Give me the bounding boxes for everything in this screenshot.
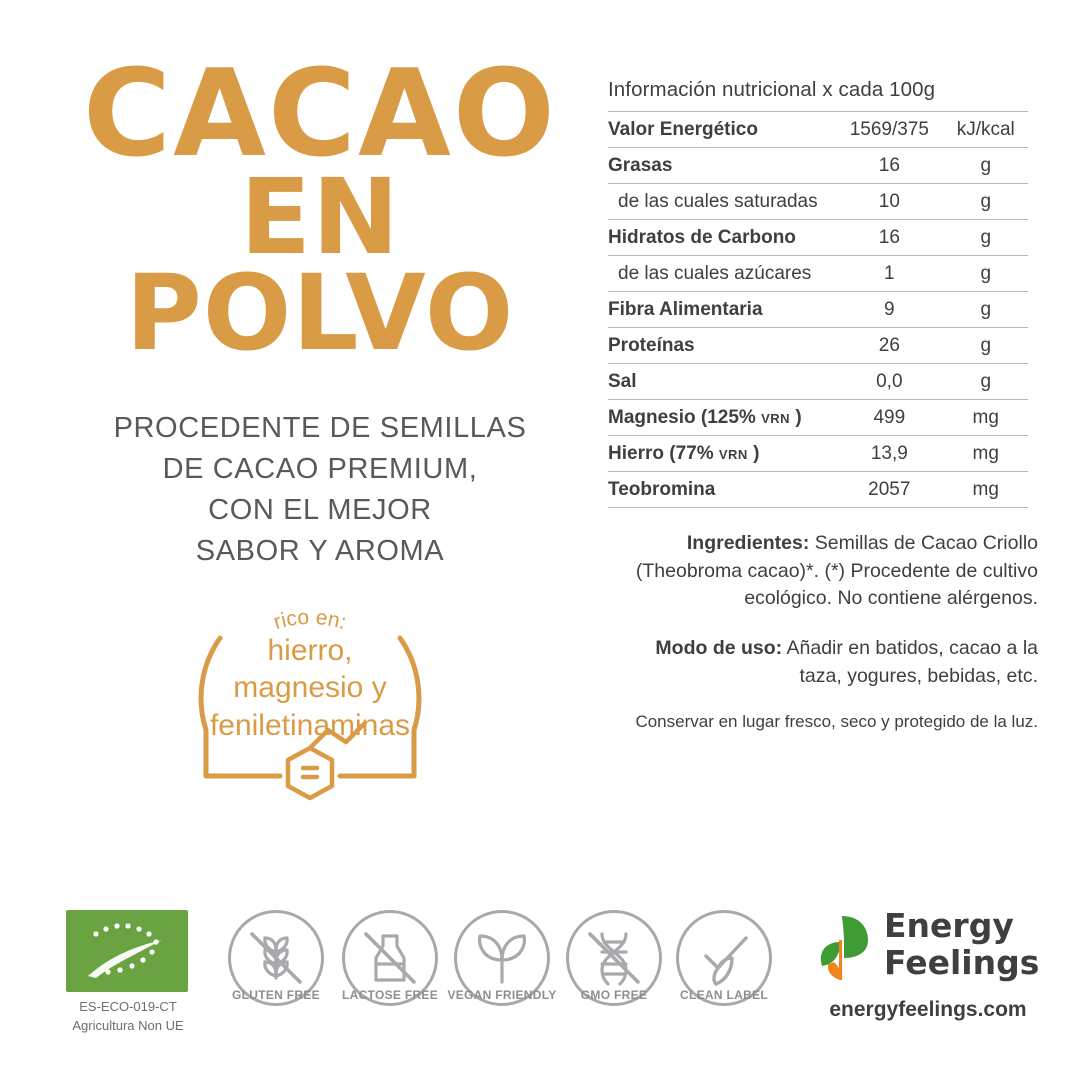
- nutrient-unit: g: [943, 256, 1028, 292]
- nutrient-value: 1569/375: [835, 112, 943, 148]
- nutrient-value: 0,0: [835, 364, 943, 400]
- table-row: [608, 472, 1028, 508]
- subtitle-line-1: PROCEDENTE DE SEMILLAS: [113, 411, 527, 444]
- brand-website[interactable]: energyfeelings.com: [829, 998, 1027, 1021]
- nutrient-unit: mg: [943, 436, 1028, 472]
- info-section: [608, 530, 1038, 735]
- nutrient-unit: g: [943, 220, 1028, 256]
- nutrient-value: 10: [835, 184, 943, 220]
- svg-text:magnesio y: magnesio y: [233, 671, 387, 704]
- eu-organic-code: ES-ECO-019-CT: [79, 999, 177, 1014]
- nutrient-value: 1: [835, 256, 943, 292]
- nutrient-unit: g: [943, 328, 1028, 364]
- nutrient-name: Magnesio (125% VRN ): [608, 400, 835, 436]
- ingredients-paragraph: [608, 530, 1038, 613]
- nutrient-name: Hierro (77% VRN ): [608, 436, 835, 472]
- svg-text:hierro,: hierro,: [267, 634, 353, 667]
- table-row: [608, 436, 1028, 472]
- badge-label: VEGAN FRIENDLY: [447, 988, 557, 1002]
- nutrient-name: de las cuales azúcares: [608, 256, 835, 292]
- nutrition-panel: [608, 78, 1028, 508]
- table-row: [608, 292, 1028, 328]
- nutrient-name: Valor Energético: [608, 112, 835, 148]
- usage-paragraph: [608, 635, 1038, 690]
- nutrient-name: Hidratos de Carbono: [608, 220, 835, 256]
- energy-feelings-logo-icon: [812, 912, 872, 982]
- nutrient-unit: g: [943, 364, 1028, 400]
- svg-text:rico en:: rico en:: [271, 605, 350, 635]
- nutrient-name: de las cuales saturadas: [608, 184, 835, 220]
- ingredients-label: Ingredientes:: [686, 532, 810, 554]
- nutrient-name: Teobromina: [608, 472, 835, 508]
- nutrient-unit: mg: [943, 472, 1028, 508]
- product-subtitle: [60, 408, 580, 573]
- table-row: [608, 220, 1028, 256]
- table-row: [608, 112, 1028, 148]
- title-line-2: EN POLVO: [125, 156, 515, 375]
- nutrient-name: Sal: [608, 364, 835, 400]
- badge-label: GLUTEN FREE: [232, 988, 320, 1002]
- certification-badge-clean-label: [676, 910, 772, 1006]
- brand-name-line-1: Energy: [884, 906, 1014, 945]
- svg-text:feniletinaminas: feniletinaminas: [209, 709, 411, 742]
- certification-badge-lactose-free: [342, 910, 438, 1006]
- table-row: [608, 364, 1028, 400]
- brand-name-line-2: Feelings: [884, 942, 1040, 982]
- subtitle-line-2: DE CACAO PREMIUM,: [162, 452, 478, 485]
- nutrient-unit: g: [943, 148, 1028, 184]
- certification-badge-gluten-free: [228, 910, 324, 1006]
- page-title: [60, 45, 580, 375]
- eu-organic-leaf-icon: [66, 910, 188, 992]
- nutrient-value: 13,9: [835, 436, 943, 472]
- badge-label: LACTOSE FREE: [341, 988, 439, 1002]
- nutrient-unit: kJ/kcal: [943, 112, 1028, 148]
- nutrient-value: 9: [835, 292, 943, 328]
- ingredients-text: Semillas de Cacao Criollo (Theobroma cacao)*. (*) Procedente de cultivo ecológico. No contiene alérgenos.: [635, 532, 1038, 610]
- nutrient-value: 16: [835, 148, 943, 184]
- certifications-row: [0, 898, 1080, 1048]
- badge-label: CLEAN LABEL: [680, 988, 768, 1002]
- rich-in-badge: [160, 580, 460, 830]
- table-row: [608, 148, 1028, 184]
- nutrient-unit: g: [943, 292, 1028, 328]
- nutrient-name: Proteínas: [608, 328, 835, 364]
- usage-text: Añadir en batidos, cacao a la taza, yogures, bebidas, etc.: [782, 637, 1038, 687]
- title-line-1: CACAO: [83, 45, 557, 184]
- table-row: [608, 328, 1028, 364]
- nutrient-value: 499: [835, 400, 943, 436]
- usage-label: Modo de uso:: [655, 637, 783, 660]
- nutrient-name: Grasas: [608, 148, 835, 184]
- table-row: [608, 256, 1028, 292]
- nutrient-name: Fibra Alimentaria: [608, 292, 835, 328]
- certification-badge-vegan-friendly: [447, 910, 557, 1006]
- nutrient-value: 2057: [835, 472, 943, 508]
- nutrient-unit: mg: [943, 400, 1028, 436]
- table-row: [608, 184, 1028, 220]
- badge-label: GMO FREE: [580, 988, 648, 1002]
- subtitle-line-4: SABOR Y AROMA: [195, 535, 445, 568]
- nutrition-title: Información nutricional x cada 100g: [608, 78, 936, 101]
- storage-text: Conservar en lugar fresco, seco y protegido de la luz.: [635, 712, 1038, 732]
- nutrient-value: 16: [835, 220, 943, 256]
- eu-organic-caption: [50, 998, 206, 1036]
- nutrient-unit: g: [943, 184, 1028, 220]
- certification-badge-gmo-free: [566, 910, 662, 1006]
- brand-name: [884, 908, 1039, 982]
- product-title-section: [60, 45, 580, 572]
- table-row: [608, 400, 1028, 436]
- eu-organic-origin: Agricultura Non UE: [72, 1017, 184, 1033]
- nutrition-table: [608, 111, 1028, 508]
- subtitle-line-3: CON EL MEJOR: [208, 494, 432, 527]
- nutrient-value: 26: [835, 328, 943, 364]
